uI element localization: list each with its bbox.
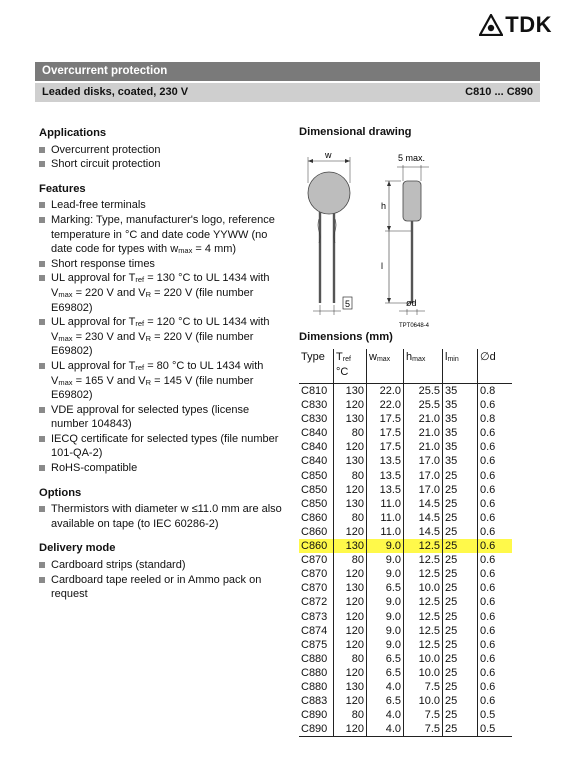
cell-tref: 120	[334, 525, 367, 539]
cell-wmax: 6.5	[367, 694, 404, 708]
cell-d: 0.6	[478, 652, 513, 666]
cell-hmax: 17.0	[404, 483, 443, 497]
cell-lmin: 25	[443, 666, 478, 680]
cell-hmax: 7.5	[404, 680, 443, 694]
applications-list	[39, 143, 284, 172]
drawing-section	[299, 126, 539, 138]
cell-tref: 130	[334, 539, 367, 553]
table-row	[299, 638, 512, 652]
header-hmax: $h_{max}$	[404, 349, 443, 384]
cell-tref: 120	[334, 610, 367, 624]
cell-hmax: 17.0	[404, 454, 443, 468]
cell-type: C850	[301, 497, 328, 510]
cell-wmax: 9.0	[367, 624, 404, 638]
cell-d: 0.6	[478, 680, 513, 694]
features-heading: Features	[39, 182, 86, 195]
cell-tref: 130	[334, 497, 367, 511]
cell-hmax: 12.5	[404, 624, 443, 638]
table-row	[299, 483, 512, 497]
cell-hmax: 10.0	[404, 666, 443, 680]
cell-tref: 120	[334, 638, 367, 652]
list-item: Short response times	[39, 257, 284, 272]
cell-hmax: 10.0	[404, 652, 443, 666]
cell-tref: 120	[334, 483, 367, 497]
cell-type: C840	[301, 441, 328, 454]
list-item: Short circuit protection	[39, 157, 284, 172]
header-tref: $T_{ref}$ °C	[334, 349, 367, 384]
options-list	[39, 502, 284, 531]
cell-d: 0.8	[478, 412, 513, 426]
cell-type: C860	[301, 511, 328, 524]
dimensions-body	[299, 384, 512, 737]
table-row	[299, 624, 512, 638]
cell-tref: 120	[334, 595, 367, 609]
table-row	[299, 708, 512, 722]
cell-type: C850	[301, 469, 328, 482]
label-d: ød	[406, 298, 417, 308]
cell-lmin: 25	[443, 539, 478, 553]
cell-d: 0.6	[478, 567, 513, 581]
table-row	[299, 539, 512, 553]
cell-hmax: 7.5	[404, 722, 443, 737]
cell-type: C870	[301, 554, 328, 567]
cell-d: 0.6	[478, 398, 513, 412]
cell-lmin: 25	[443, 610, 478, 624]
subtitle: Leaded disks, coated, 230 V	[42, 86, 189, 98]
cell-lmin: 25	[443, 708, 478, 722]
cell-d: 0.6	[478, 666, 513, 680]
cell-type: C872	[301, 596, 328, 609]
cell-hmax: 21.0	[404, 440, 443, 454]
table-row	[299, 722, 512, 737]
cell-wmax: 6.5	[367, 652, 404, 666]
cell-lmin: 25	[443, 694, 478, 708]
cell-tref: 120	[334, 722, 367, 737]
cell-hmax: 21.0	[404, 412, 443, 426]
cell-lmin: 25	[443, 483, 478, 497]
list-item: Thermistors with diameter w ≤11.0 mm are also available on tape (to IEC 60286-2)	[39, 502, 284, 531]
cell-lmin: 25	[443, 652, 478, 666]
cell-hmax: 12.5	[404, 610, 443, 624]
cell-hmax: 21.0	[404, 426, 443, 440]
cell-type: C880	[301, 680, 328, 693]
delivery-list	[39, 558, 284, 602]
cell-type: C883	[301, 695, 328, 708]
cell-tref: 120	[334, 666, 367, 680]
cell-d: 0.6	[478, 694, 513, 708]
table-row	[299, 680, 512, 694]
section-header: Overcurrent protection	[35, 62, 540, 81]
cell-wmax: 9.0	[367, 553, 404, 567]
dimensions-heading: Dimensions (mm)	[299, 331, 393, 343]
list-item: UL approval for $T_{ref} = 130$ °C to UL 1434 with $V_{max} = 220$ V and $V_R = 220$ V (file number E69802)	[39, 271, 284, 315]
drawing-heading: Dimensional drawing	[299, 126, 412, 138]
brand-name: TDK	[505, 12, 552, 37]
cell-lmin: 25	[443, 680, 478, 694]
label-5: 5	[345, 299, 351, 309]
cell-wmax: 22.0	[367, 384, 404, 399]
cell-type: C880	[301, 666, 328, 679]
cell-type: C870	[301, 568, 328, 581]
cell-d: 0.5	[478, 722, 513, 737]
table-header-row	[299, 349, 512, 384]
table-row	[299, 525, 512, 539]
features-list	[39, 198, 284, 475]
table-row	[299, 567, 512, 581]
cell-type: C880	[301, 652, 328, 665]
cell-type: C860	[301, 525, 328, 538]
table-row	[299, 469, 512, 483]
table-row	[299, 610, 512, 624]
cell-d: 0.6	[478, 581, 513, 595]
cell-wmax: 9.0	[367, 539, 404, 553]
table-row	[299, 694, 512, 708]
left-column	[39, 126, 284, 612]
tdk-emblem-icon	[479, 14, 503, 36]
cell-wmax: 4.0	[367, 708, 404, 722]
list-item: UL approval for $T_{ref} = 80$ °C to UL 1434 with $V_{max} = 165$ V and $V_R = 145$ V (file number E69802)	[39, 359, 284, 403]
options-heading: Options	[39, 486, 82, 499]
dimensions-table	[299, 349, 512, 737]
disk-side	[403, 181, 421, 221]
cell-d: 0.6	[478, 511, 513, 525]
delivery-heading: Delivery mode	[39, 542, 116, 555]
cell-type: C810	[301, 385, 328, 397]
cell-tref: 80	[334, 469, 367, 483]
cell-wmax: 9.0	[367, 567, 404, 581]
cell-lmin: 25	[443, 511, 478, 525]
cell-wmax: 13.5	[367, 454, 404, 468]
cell-type: C873	[301, 610, 328, 623]
header-type: Type	[299, 349, 334, 384]
header-d: ∅d	[478, 349, 513, 384]
cell-type: C870	[301, 582, 328, 595]
list-item: RoHS-compatible	[39, 461, 284, 476]
table-row	[299, 426, 512, 440]
cell-hmax: 25.5	[404, 398, 443, 412]
cell-tref: 130	[334, 680, 367, 694]
cell-hmax: 10.0	[404, 694, 443, 708]
label-l: l	[381, 261, 383, 271]
cell-hmax: 14.5	[404, 511, 443, 525]
cell-hmax: 12.5	[404, 539, 443, 553]
cell-tref: 120	[334, 694, 367, 708]
list-item: Lead-free terminals	[39, 198, 284, 213]
tdk-logo	[479, 14, 552, 36]
cell-hmax: 7.5	[404, 708, 443, 722]
cell-lmin: 25	[443, 624, 478, 638]
cell-lmin: 25	[443, 581, 478, 595]
list-item: Overcurrent protection	[39, 143, 284, 158]
cell-d: 0.6	[478, 595, 513, 609]
cell-d: 0.6	[478, 483, 513, 497]
cell-d: 0.6	[478, 440, 513, 454]
cell-wmax: 11.0	[367, 497, 404, 511]
cell-tref: 120	[334, 567, 367, 581]
cell-type: C830	[301, 399, 328, 412]
cell-tref: 130	[334, 581, 367, 595]
cell-d: 0.6	[478, 469, 513, 483]
drawing-code: TPT0648-4	[399, 323, 430, 329]
table-row	[299, 412, 512, 426]
list-item: IECQ certificate for selected types (file number 101-QA-2)	[39, 432, 284, 461]
label-w: w	[325, 150, 332, 160]
cell-lmin: 25	[443, 525, 478, 539]
cell-lmin: 35	[443, 426, 478, 440]
list-item: Marking: Type, manufacturer's logo, reference temperature in °C and date code YYWW (no date code for types with $w_{max} = 4$ mm)	[39, 213, 284, 257]
label-5-max: 5 max.	[398, 153, 426, 163]
cell-d: 0.6	[478, 454, 513, 468]
cell-wmax: 22.0	[367, 398, 404, 412]
subtitle-bar	[35, 83, 540, 102]
label-h: h	[381, 201, 387, 211]
cell-hmax: 12.5	[404, 595, 443, 609]
table-row	[299, 666, 512, 680]
cell-tref: 130	[334, 454, 367, 468]
cell-hmax: 14.5	[404, 497, 443, 511]
table-row	[299, 398, 512, 412]
cell-wmax: 6.5	[367, 581, 404, 595]
cell-lmin: 25	[443, 638, 478, 652]
table-row	[299, 652, 512, 666]
cell-lmin: 35	[443, 412, 478, 426]
cell-d: 0.6	[478, 497, 513, 511]
cell-lmin: 25	[443, 722, 478, 737]
cell-lmin: 25	[443, 595, 478, 609]
dimensional-drawing	[299, 143, 449, 333]
cell-tref: 120	[334, 440, 367, 454]
cell-type: C830	[301, 413, 328, 426]
cell-d: 0.8	[478, 384, 513, 399]
cell-lmin: 25	[443, 469, 478, 483]
table-row	[299, 440, 512, 454]
cell-lmin: 25	[443, 553, 478, 567]
list-item: VDE approval for selected types (license number 104843)	[39, 403, 284, 432]
cell-type: C840	[301, 427, 328, 440]
list-item: Cardboard tape reeled or in Ammo pack on request	[39, 573, 284, 602]
cell-hmax: 12.5	[404, 567, 443, 581]
cell-hmax: 17.0	[404, 469, 443, 483]
cell-tref: 80	[334, 652, 367, 666]
table-row	[299, 511, 512, 525]
cell-wmax: 13.5	[367, 483, 404, 497]
cell-type: C840	[301, 455, 328, 468]
table-row	[299, 384, 512, 399]
cell-wmax: 4.0	[367, 722, 404, 737]
cell-tref: 120	[334, 398, 367, 412]
type-range: C810 ... C890	[465, 86, 533, 98]
cell-d: 0.6	[478, 553, 513, 567]
cell-lmin: 35	[443, 384, 478, 399]
list-item: Cardboard strips (standard)	[39, 558, 284, 573]
cell-d: 0.6	[478, 525, 513, 539]
table-row	[299, 581, 512, 595]
cell-wmax: 17.5	[367, 412, 404, 426]
header-lmin: $l_{min}$	[443, 349, 478, 384]
table-row	[299, 497, 512, 511]
cell-tref: 80	[334, 426, 367, 440]
cell-d: 0.5	[478, 708, 513, 722]
cell-type: C890	[301, 709, 328, 722]
cell-type: C850	[301, 483, 328, 496]
cell-lmin: 25	[443, 567, 478, 581]
cell-hmax: 12.5	[404, 553, 443, 567]
cell-lmin: 35	[443, 398, 478, 412]
cell-d: 0.6	[478, 638, 513, 652]
cell-hmax: 14.5	[404, 525, 443, 539]
cell-hmax: 25.5	[404, 384, 443, 399]
applications-heading: Applications	[39, 127, 107, 139]
cell-wmax: 17.5	[367, 426, 404, 440]
cell-tref: 80	[334, 553, 367, 567]
cell-tref: 80	[334, 511, 367, 525]
cell-hmax: 12.5	[404, 638, 443, 652]
cell-wmax: 9.0	[367, 595, 404, 609]
cell-lmin: 25	[443, 497, 478, 511]
cell-wmax: 6.5	[367, 666, 404, 680]
cell-d: 0.6	[478, 539, 513, 553]
cell-tref: 80	[334, 708, 367, 722]
cell-wmax: 4.0	[367, 680, 404, 694]
cell-tref: 130	[334, 384, 367, 399]
cell-lmin: 35	[443, 454, 478, 468]
cell-wmax: 13.5	[367, 469, 404, 483]
cell-type: C875	[301, 638, 328, 651]
cell-d: 0.6	[478, 426, 513, 440]
cell-type: C890	[299, 722, 334, 737]
cell-d: 0.6	[478, 624, 513, 638]
cell-type: C860	[299, 539, 334, 553]
table-row	[299, 595, 512, 609]
cell-wmax: 11.0	[367, 525, 404, 539]
table-row	[299, 454, 512, 468]
disk-front	[308, 172, 350, 214]
header-wmax: $w_{max}$	[367, 349, 404, 384]
cell-tref: 130	[334, 412, 367, 426]
cell-wmax: 9.0	[367, 610, 404, 624]
cell-tref: 120	[334, 624, 367, 638]
table-row	[299, 553, 512, 567]
cell-wmax: 17.5	[367, 440, 404, 454]
cell-hmax: 10.0	[404, 581, 443, 595]
cell-wmax: 9.0	[367, 638, 404, 652]
cell-lmin: 35	[443, 440, 478, 454]
cell-d: 0.6	[478, 610, 513, 624]
cell-wmax: 11.0	[367, 511, 404, 525]
cell-type: C874	[301, 624, 328, 637]
list-item: UL approval for $T_{ref} = 120$ °C to UL 1434 with $V_{max} = 230$ V and $V_R = 220$ V (file number E69802)	[39, 315, 284, 359]
